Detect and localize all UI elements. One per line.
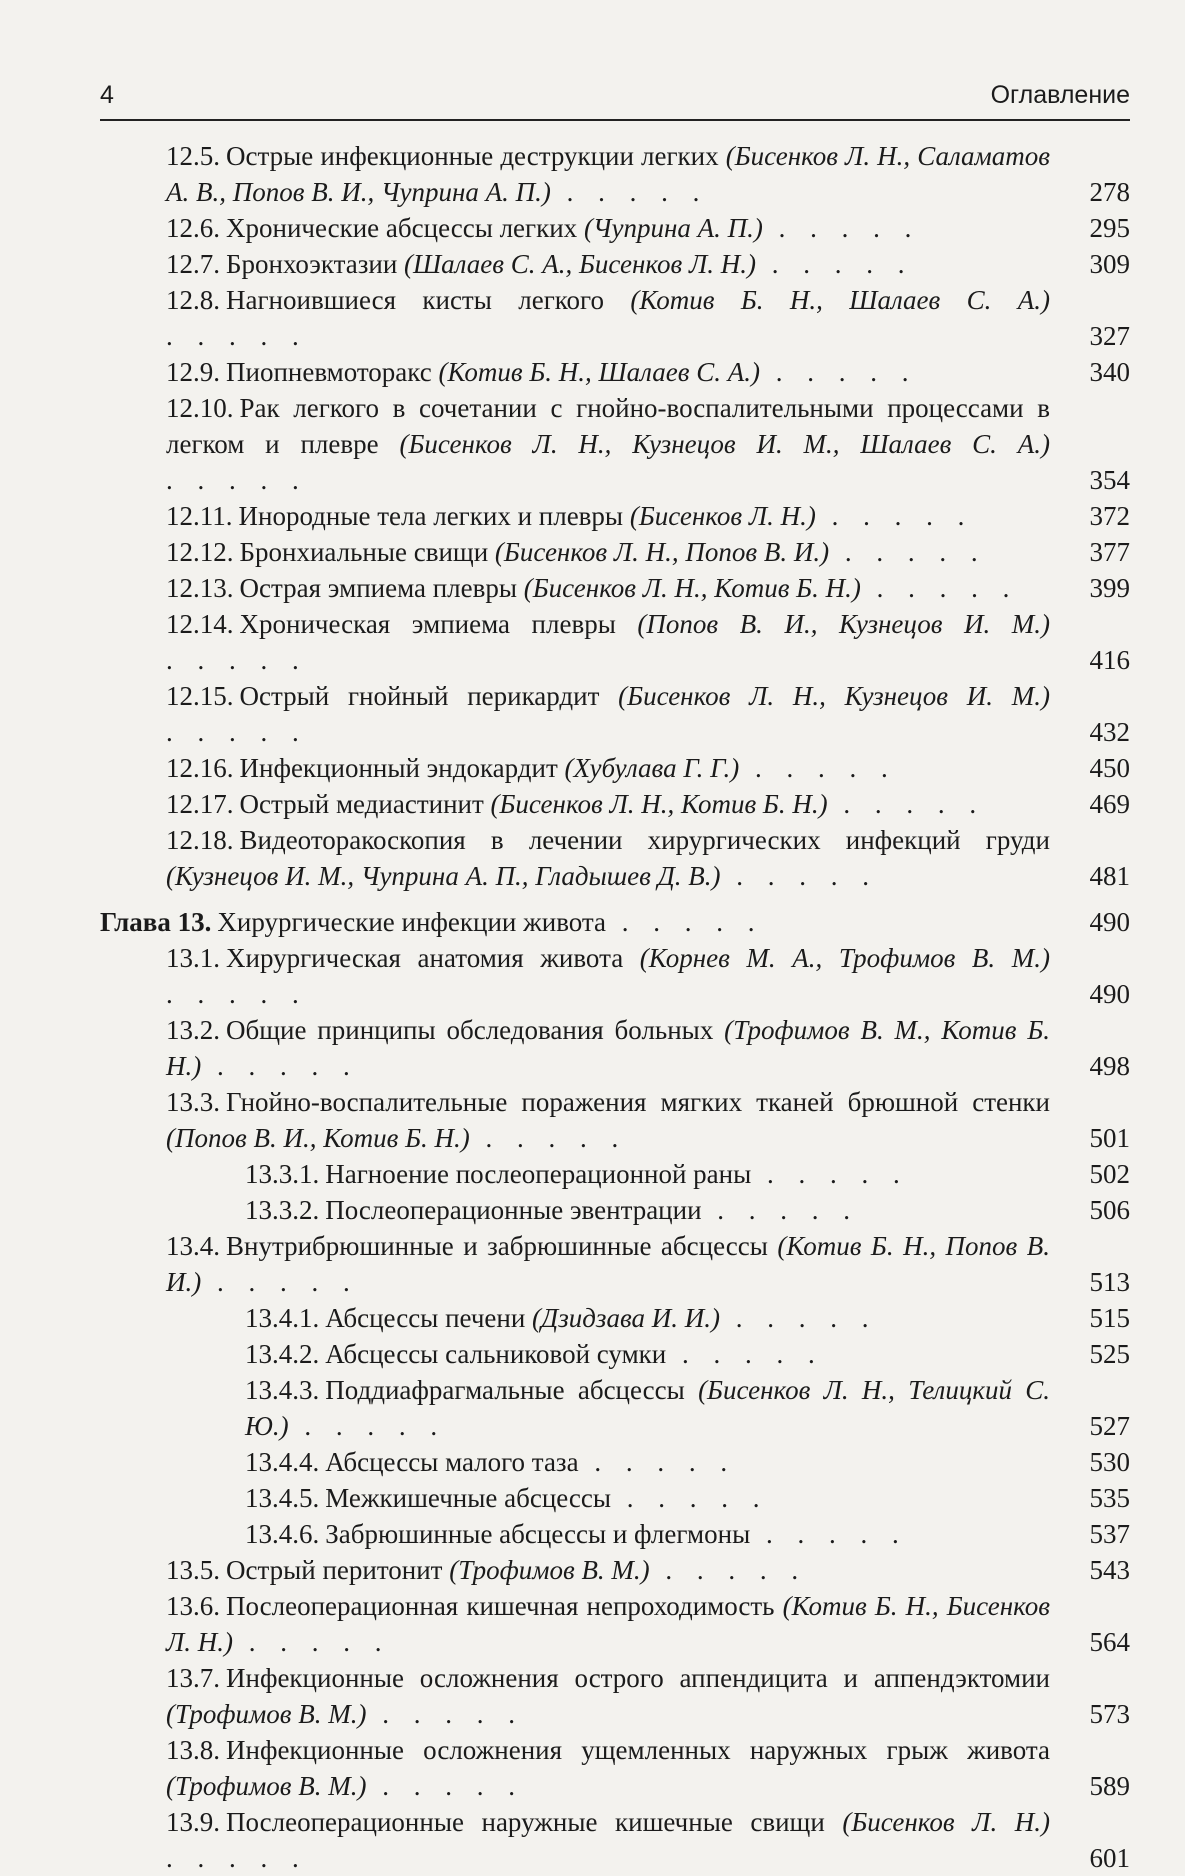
dot-leader: . . . . . xyxy=(550,177,709,207)
toc-entry-number: 13.3.1. xyxy=(245,1159,320,1189)
toc-entry-page: 377 xyxy=(1089,537,1130,567)
toc-entry-page: 432 xyxy=(1089,717,1130,747)
toc-entry-number: 12.15. xyxy=(166,681,234,711)
toc-entry-number: 12.5. xyxy=(166,141,220,171)
dot-leader: . . . . . xyxy=(759,357,918,387)
toc-entry-text xyxy=(166,246,1050,282)
toc-entry-number: 13.3.2. xyxy=(245,1195,320,1225)
toc-entry-title: Абсцессы сальниковой сумки xyxy=(325,1339,667,1369)
toc-entry xyxy=(100,1012,1130,1084)
toc-entry xyxy=(100,1372,1130,1444)
toc-entry-number: 12.16. xyxy=(166,753,234,783)
toc-entry-authors: (Бисенков Л. Н., Котив Б. Н.) xyxy=(523,573,861,603)
toc-entry-title: Острый медиастинит xyxy=(239,789,484,819)
toc-entry-text xyxy=(166,1084,1050,1156)
toc-entry-number: 13.6. xyxy=(166,1591,220,1621)
toc-entry-text xyxy=(100,904,1050,940)
toc-entry-title: Острый перитонит xyxy=(226,1555,443,1585)
toc-entry-authors: (Шалаев С. А., Бисенков Л. Н.) xyxy=(404,249,757,279)
dot-leader: . . . . . xyxy=(366,1699,524,1729)
toc-entry-text xyxy=(166,282,1050,354)
toc-entry xyxy=(100,678,1130,750)
toc-entry-text xyxy=(245,1156,1050,1192)
toc-entry-page: 527 xyxy=(1089,1411,1130,1441)
toc-entry-number: 13.4.3. xyxy=(245,1375,320,1405)
toc-chapter-entry xyxy=(100,904,1130,940)
toc-entry-page: 564 xyxy=(1089,1627,1130,1657)
toc-entry xyxy=(100,1480,1130,1516)
toc-entry xyxy=(100,1444,1130,1480)
toc-entry-number: 13.4.2. xyxy=(245,1339,320,1369)
toc-entry-page: 506 xyxy=(1089,1195,1130,1225)
toc-entry-title: Инородные тела легких и плевры xyxy=(238,501,624,531)
toc-entry-page: 295 xyxy=(1089,213,1130,243)
toc-entry-text xyxy=(166,138,1050,210)
toc-entry-number: 12.14. xyxy=(166,609,234,639)
toc-entry-text xyxy=(166,1660,1050,1732)
toc-entry-authors: (Бисенков Л. Н., Котив Б. Н.) xyxy=(490,789,828,819)
toc-entry-page: 530 xyxy=(1089,1447,1130,1477)
toc-entry xyxy=(100,1516,1130,1552)
toc-entry-text xyxy=(166,606,1050,678)
dot-leader: . . . . . xyxy=(739,753,897,783)
toc-entry-authors: (Попов В. И., Котив Б. Н.) xyxy=(166,1123,470,1153)
toc-entry-page: 589 xyxy=(1089,1771,1130,1801)
page-number: 4 xyxy=(100,81,114,109)
dot-leader: . . . . . xyxy=(829,537,987,567)
toc-entry-page: 515 xyxy=(1089,1303,1130,1333)
toc-entry-title: Хроническая эмпиема плевры xyxy=(239,609,616,639)
toc-entry-number: 13.7. xyxy=(166,1663,220,1693)
dot-leader: . . . . . xyxy=(201,1051,359,1081)
toc-entry-page: 481 xyxy=(1089,861,1130,891)
toc-entry xyxy=(100,534,1130,570)
toc-entry xyxy=(100,570,1130,606)
toc-entry-authors: (Трофимов В. М.) xyxy=(166,1699,367,1729)
toc-entry xyxy=(100,1300,1130,1336)
toc-entry-page: 340 xyxy=(1089,357,1130,387)
toc-entry-number: 13.4. xyxy=(166,1231,220,1261)
toc-entry-authors: (Бисенков Л. Н., Кузнецов И. М.) xyxy=(618,681,1050,711)
toc-entry xyxy=(100,246,1130,282)
dot-leader: . . . . . xyxy=(751,1159,909,1189)
toc-entry-text xyxy=(166,940,1050,1012)
section-title: Оглавление xyxy=(990,81,1130,109)
toc-entry-page: 399 xyxy=(1089,573,1130,603)
dot-leader: . . . . . xyxy=(166,1843,308,1873)
toc-entry-authors: (Кузнецов И. М., Чуприна А. П., Гладышев Д. В.) xyxy=(166,861,721,891)
toc-entry-text xyxy=(245,1192,1050,1228)
toc-entry-number: 12.7. xyxy=(166,249,220,279)
toc-entry xyxy=(100,1552,1130,1588)
toc-entry-text xyxy=(245,1372,1050,1444)
toc-entry-text xyxy=(166,570,1050,606)
toc-entry-title: Инфекционный эндокардит xyxy=(239,753,558,783)
dot-leader: . . . . . xyxy=(611,1483,769,1513)
toc-entry-text xyxy=(166,1228,1050,1300)
toc-entry-page: 450 xyxy=(1089,753,1130,783)
toc-entry-title: Бронхиальные свищи xyxy=(239,537,489,567)
toc-entry-title: Забрюшинные абсцессы и флегмоны xyxy=(325,1519,751,1549)
dot-leader: . . . . . xyxy=(762,213,921,243)
toc-entry xyxy=(100,390,1130,498)
toc-entry-number: 12.17. xyxy=(166,789,234,819)
toc-entry-page: 601 xyxy=(1089,1843,1130,1873)
toc-entry-title: Инфекционные осложнения острого аппендицита и аппендэктомии xyxy=(226,1663,1050,1693)
toc-entry-title: Поддиафрагмальные абсцессы xyxy=(325,1375,685,1405)
toc-entry-page: 309 xyxy=(1089,249,1130,279)
toc-entry-text xyxy=(245,1516,1050,1552)
toc-entry-text xyxy=(166,1012,1050,1084)
dot-leader: . . . . . xyxy=(827,789,986,819)
toc-entry-title: Внутрибрюшинные и забрюшинные абсцессы xyxy=(226,1231,768,1261)
toc-entry-authors: (Трофимов В. М., Котив Б. Н.) xyxy=(166,1015,1051,1081)
toc-entry xyxy=(100,940,1130,1012)
toc-entry-authors: (Бисенков Л. Н., Саламатов А. В., Попов В. И., Чуприна А. П.) xyxy=(166,141,1050,207)
toc-entry-text xyxy=(166,390,1050,498)
toc-entry-authors: (Бисенков Л. Н., Попов В. И.) xyxy=(494,537,830,567)
dot-leader: . . . . . xyxy=(815,501,974,531)
toc-entry-page: 354 xyxy=(1089,465,1130,495)
toc-entry-authors: (Бисенков Л. Н.) xyxy=(842,1807,1050,1837)
toc-entry-page: 469 xyxy=(1089,789,1130,819)
toc-entry-title: Нагноившиеся кисты легкого xyxy=(226,285,604,315)
toc-entry xyxy=(100,1156,1130,1192)
toc-entry xyxy=(100,210,1130,246)
toc-entry-page: 573 xyxy=(1089,1699,1130,1729)
toc-entry-text xyxy=(166,210,1050,246)
toc-entry-page: 490 xyxy=(1089,979,1130,1009)
toc-entry-number: 12.9. xyxy=(166,357,220,387)
toc-entry xyxy=(100,822,1130,894)
toc-entry-title: Острый гнойный перикардит xyxy=(239,681,600,711)
toc-entry xyxy=(100,1732,1130,1804)
dot-leader: . . . . . xyxy=(719,1303,878,1333)
dot-leader: . . . . . xyxy=(233,1627,391,1657)
toc-entry xyxy=(100,1660,1130,1732)
toc-entry-title: Общие принципы обследования больных xyxy=(226,1015,714,1045)
dot-leader: . . . . . xyxy=(756,249,914,279)
toc-entry-title: Бронхоэктазии xyxy=(226,249,398,279)
toc-entry-number: 12.6. xyxy=(166,213,220,243)
toc-entry-authors: (Дзидзава И. И.) xyxy=(532,1303,720,1333)
toc-entry xyxy=(100,138,1130,210)
toc-entry-text xyxy=(166,498,1050,534)
toc-entry-title: Нагноение послеоперационной раны xyxy=(325,1159,752,1189)
toc-entry-text xyxy=(166,822,1050,894)
toc-entry-text xyxy=(166,786,1050,822)
toc-entry-authors: (Хубулава Г. Г.) xyxy=(564,753,740,783)
toc-entry-number: 13.1. xyxy=(166,943,220,973)
toc-entry-title: Хирургические инфекции живота xyxy=(217,907,607,937)
dot-leader: . . . . . xyxy=(578,1447,737,1477)
table-of-contents xyxy=(100,138,1130,1876)
toc-entry-page: 372 xyxy=(1089,501,1130,531)
dot-leader: . . . . . xyxy=(606,907,764,937)
toc-entry-authors: (Трофимов В. М.) xyxy=(166,1771,367,1801)
toc-entry-text xyxy=(166,1588,1050,1660)
toc-entry-page: 513 xyxy=(1089,1267,1130,1297)
toc-entry-number: 12.11. xyxy=(166,501,233,531)
toc-entry-text xyxy=(245,1480,1050,1516)
toc-entry xyxy=(100,1084,1130,1156)
toc-entry xyxy=(100,282,1130,354)
toc-entry-page: 525 xyxy=(1089,1339,1130,1369)
toc-entry xyxy=(100,606,1130,678)
toc-entry-title: Острые инфекционные деструкции легких xyxy=(226,141,719,171)
toc-entry-text xyxy=(166,354,1050,390)
dot-leader: . . . . . xyxy=(469,1123,628,1153)
toc-entry-text xyxy=(166,534,1050,570)
toc-entry-title: Острая эмпиема плевры xyxy=(239,573,518,603)
toc-entry-authors: (Попов В. И., Кузнецов И. М.) xyxy=(637,609,1051,639)
toc-entry-authors: (Котив Б. Н., Шалаев С. А.) xyxy=(438,357,760,387)
toc-entry-text xyxy=(166,678,1050,750)
toc-entry-title: Хирургическая анатомия живота xyxy=(226,943,624,973)
toc-entry-number: 13.4.4. xyxy=(245,1447,320,1477)
dot-leader: . . . . . xyxy=(666,1339,824,1369)
toc-entry-title: Межкишечные абсцессы xyxy=(325,1483,612,1513)
toc-entry-authors: (Котив Б. Н., Шалаев С. А.) xyxy=(630,285,1051,315)
dot-leader: . . . . . xyxy=(166,321,308,351)
toc-entry-number: 13.4.6. xyxy=(245,1519,320,1549)
toc-entry-page: 278 xyxy=(1089,177,1130,207)
toc-entry-authors: (Котив Б. Н., Попов В. И.) xyxy=(166,1231,1050,1297)
toc-entry-title: Гнойно-воспалительные поражения мягких тканей брюшной стенки xyxy=(226,1087,1050,1117)
dot-leader: . . . . . xyxy=(701,1195,860,1225)
toc-entry-number: 12.10. xyxy=(166,393,234,423)
dot-leader: . . . . . xyxy=(366,1771,524,1801)
dot-leader: . . . . . xyxy=(860,573,1019,603)
running-head xyxy=(100,80,1130,110)
toc-entry-title: Послеоперационная кишечная непроходимость xyxy=(226,1591,775,1621)
dot-leader: . . . . . xyxy=(166,717,308,747)
toc-entry-number: 13.3. xyxy=(166,1087,220,1117)
toc-entry-number: 12.12. xyxy=(166,537,234,567)
toc-entry-text xyxy=(245,1300,1050,1336)
toc-entry xyxy=(100,1228,1130,1300)
toc-entry-title: Хронические абсцессы легких xyxy=(226,213,578,243)
toc-entry-authors: (Бисенков Л. Н., Кузнецов И. М., Шалаев С. А.) xyxy=(399,429,1050,459)
toc-entry-authors: (Трофимов В. М.) xyxy=(449,1555,650,1585)
toc-entry-page: 327 xyxy=(1089,321,1130,351)
toc-entry xyxy=(100,1192,1130,1228)
toc-entry xyxy=(100,498,1130,534)
toc-entry-text xyxy=(166,750,1050,786)
dot-leader: . . . . . xyxy=(649,1555,808,1585)
toc-entry-authors: (Бисенков Л. Н., Телицкий С. Ю.) xyxy=(245,1375,1051,1441)
toc-entry-title: Послеоперационные эвентрации xyxy=(325,1195,702,1225)
toc-entry xyxy=(100,786,1130,822)
dot-leader: . . . . . xyxy=(166,645,308,675)
toc-entry-number: 13.8. xyxy=(166,1735,220,1765)
toc-entry-page: 535 xyxy=(1089,1483,1130,1513)
toc-entry-title: Инфекционные осложнения ущемленных наружных грыж живота xyxy=(226,1735,1050,1765)
toc-entry-page: 498 xyxy=(1089,1051,1130,1081)
toc-entry-number: 12.13. xyxy=(166,573,234,603)
dot-leader: . . . . . xyxy=(750,1519,908,1549)
toc-entry-number: 13.9. xyxy=(166,1807,220,1837)
toc-entry xyxy=(100,1804,1130,1876)
toc-entry-page: 537 xyxy=(1089,1519,1130,1549)
dot-leader: . . . . . xyxy=(288,1411,447,1441)
toc-entry-text xyxy=(166,1804,1050,1876)
toc-entry-number: Глава 13. xyxy=(100,907,212,937)
toc-entry-authors: (Котив Б. Н., Бисенков Л. Н.) xyxy=(166,1591,1051,1657)
toc-entry-page: 501 xyxy=(1089,1123,1130,1153)
toc-entry-text xyxy=(245,1336,1050,1372)
header-rule xyxy=(100,119,1130,121)
toc-entry-text xyxy=(166,1552,1050,1588)
toc-entry-page: 490 xyxy=(1089,907,1130,937)
toc-entry-text xyxy=(166,1732,1050,1804)
dot-leader: . . . . . xyxy=(166,465,308,495)
toc-entry-number: 13.2. xyxy=(166,1015,220,1045)
toc-entry-title: Рак легкого в сочетании с гнойно-воспалительными процессами в легком и плевре xyxy=(166,393,1050,459)
dot-leader: . . . . . xyxy=(166,979,308,1009)
toc-entry-number: 12.18. xyxy=(166,825,234,855)
toc-entry xyxy=(100,1336,1130,1372)
toc-entry-title: Пиопневмоторакс xyxy=(226,357,432,387)
toc-entry-number: 13.4.5. xyxy=(245,1483,320,1513)
toc-entry xyxy=(100,354,1130,390)
toc-entry-number: 12.8. xyxy=(166,285,220,315)
toc-entry-page: 416 xyxy=(1089,645,1130,675)
toc-entry-number: 13.5. xyxy=(166,1555,220,1585)
toc-entry-number: 13.4.1. xyxy=(245,1303,320,1333)
toc-entry-title: Послеоперационные наружные кишечные свищи xyxy=(226,1807,825,1837)
toc-entry-title: Абсцессы печени xyxy=(325,1303,526,1333)
toc-entry-title: Абсцессы малого таза xyxy=(325,1447,579,1477)
toc-entry-text xyxy=(245,1444,1050,1480)
toc-entry-page: 502 xyxy=(1089,1159,1130,1189)
dot-leader: . . . . . xyxy=(720,861,879,891)
toc-entry-authors: (Корнев М. А., Трофимов В. М.) xyxy=(639,943,1050,973)
toc-entry-authors: (Чуприна А. П.) xyxy=(583,213,763,243)
toc-entry-authors: (Бисенков Л. Н.) xyxy=(629,501,816,531)
toc-entry xyxy=(100,1588,1130,1660)
dot-leader: . . . . . xyxy=(201,1267,359,1297)
toc-entry xyxy=(100,750,1130,786)
toc-entry-page: 543 xyxy=(1089,1555,1130,1585)
toc-entry-title: Видеоторакоскопия в лечении хирургических инфекций груди xyxy=(239,825,1050,855)
